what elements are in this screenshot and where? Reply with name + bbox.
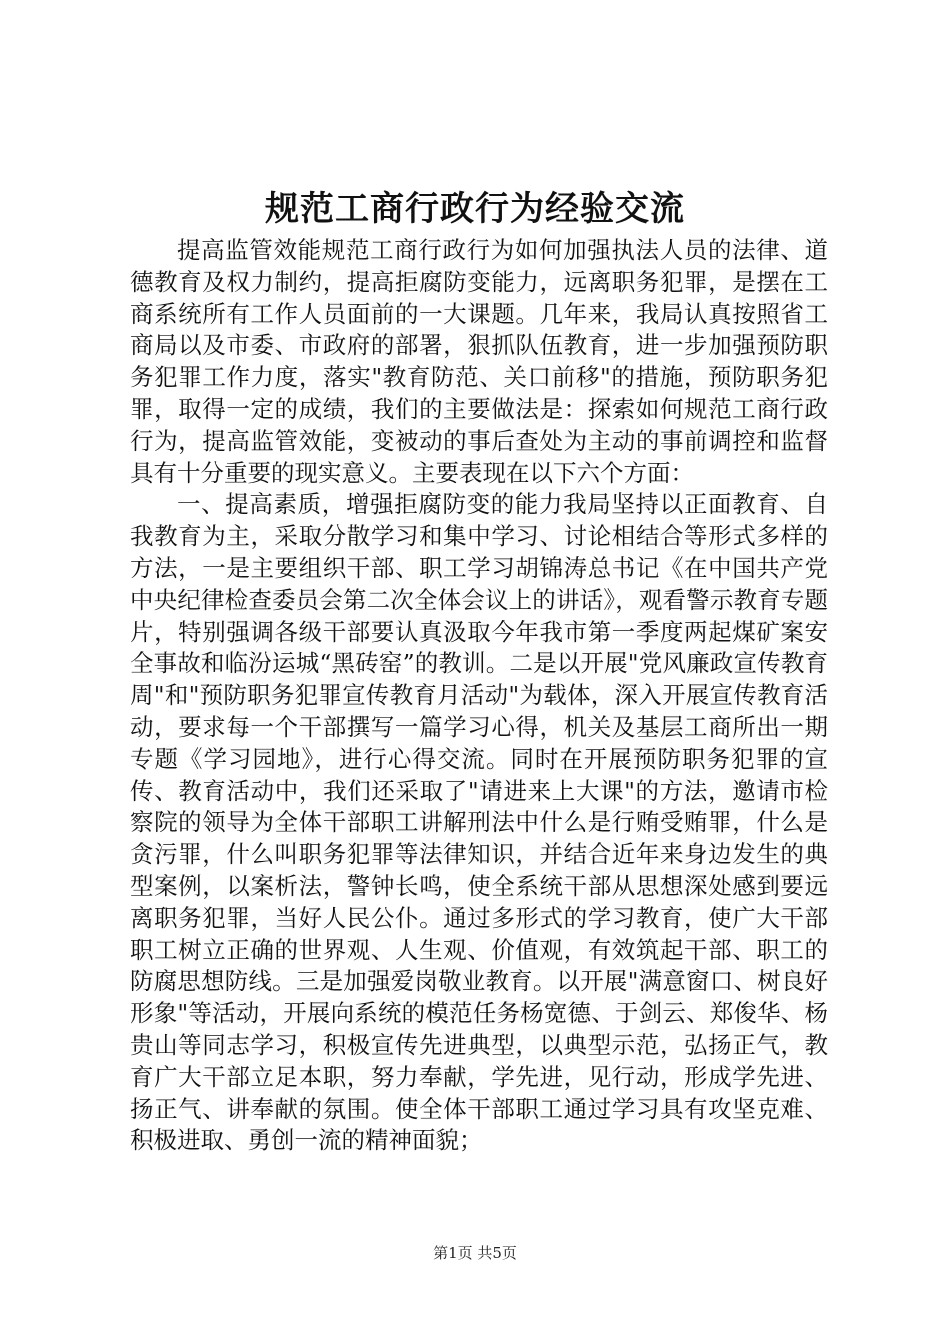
- intro-paragraph: 提高监管效能规范工商行政行为如何加强执法人员的法律、道德教育及权力制约，提高拒腐防变能力，远离职务犯罪，是摆在工商系统所有工作人员面前的一大课题。几年来，我局认真按照省工商局以及市委、市政府的部署，狠抓队伍教育，进一步加强预防职务犯罪工作力度，落实"教育防范、关口前移"的措施，预防职务犯罪，取得一定的成绩，我们的主要做法是：探索如何规范工商行政行为，提高监管效能，变被动的事后查处为主动的事前调控和监督具有十分重要的现实意义。主要表现在以下六个方面：: [130, 236, 828, 487]
- document-body: [130, 235, 828, 1157]
- page-number-footer: 第1页 共5页: [433, 1244, 517, 1262]
- section-one-paragraph: 一、提高素质，增强拒腐防变的能力我局坚持以正面教育、自我教育为主，采取分散学习和集中学习、讨论相结合等形式多样的方法，一是主要组织干部、职工学习胡锦涛总书记《在中国共产党中央纪律检查委员会第二次全体会议上的讲话》，观看警示教育专题片，特别强调各级干部要认真汲取今年我市第一季度两起煤矿案安全事故和临汾运城“黑砖窑”的教训。二是以开展"党风廉政宣传教育周"和"预防职务犯罪宣传教育月活动"为载体，深入开展宣传教育活动，要求每一个干部撰写一篇学习心得，机关及基层工商所出一期专题《学习园地》，进行心得交流。同时在开展预防职务犯罪的宣传、教育活动中，我们还采取了"请进来上大课"的方法，邀请市检察院的领导为全体干部职工讲解刑法中什么是行贿受贿罪，什么是贪污罪，什么叫职务犯罪等法律知识，并结合近年来身边发生的典型案例，以案析法，警钟长鸣，使全系统干部从思想深处感到要远离职务犯罪，当好人民公仆。通过多形式的学习教育，使广大干部职工树立正确的世界观、人生观、价值观，有效筑起干部、职工的防腐思想防线。三是加强爱岗敬业教育。以开展"满意窗口、树良好形象"等活动，开展向系统的模范任务杨宽德、于剑云、郑俊华、杨贵山等同志学习，积极宣传先进典型，以典型示范，弘扬正气，教育广大干部立足本职，努力奉献，学先进，见行动，形成学先进、扬正气、讲奉献的氛围。使全体干部职工通过学习具有攻坚克难、积极进取、勇创一流的精神面貌；: [130, 490, 828, 1155]
- document-title: 规范工商行政行为经验交流: [265, 189, 685, 229]
